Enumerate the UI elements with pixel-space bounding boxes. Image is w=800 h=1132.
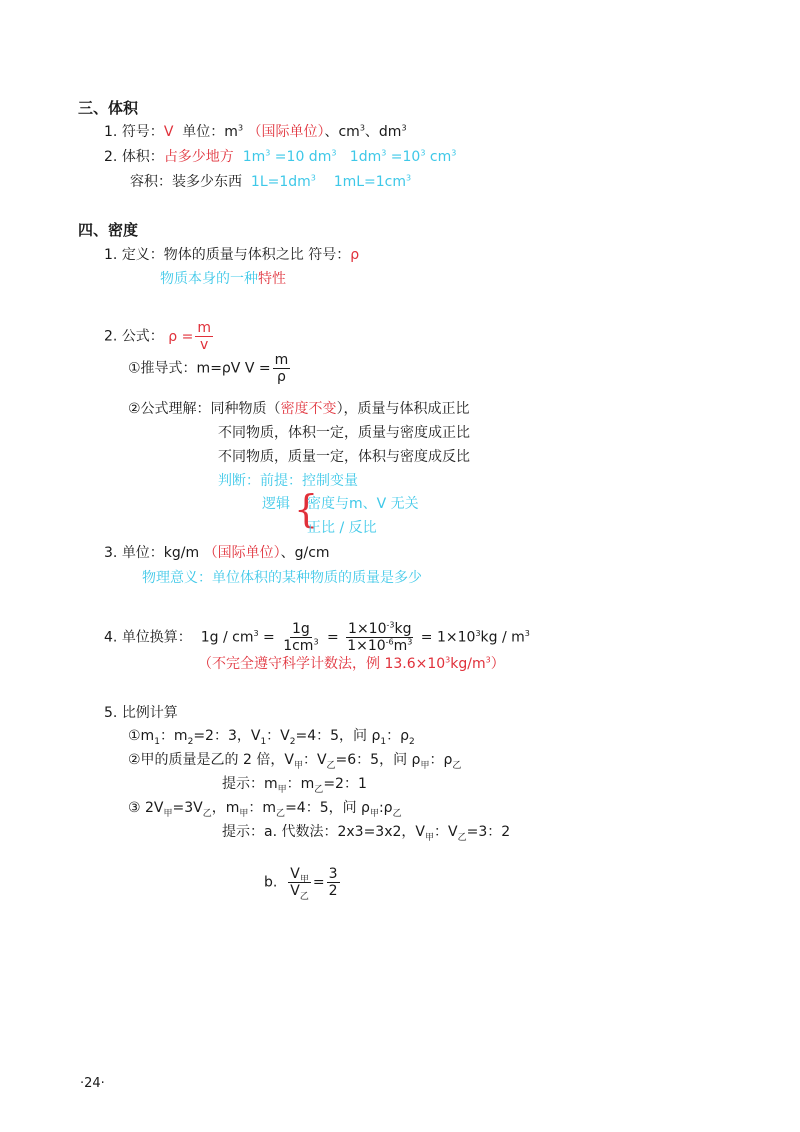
physical-meaning-line: 物理意义：单位体积的某种物质的质量是多少 (142, 570, 422, 586)
ratio-hint-3: b. $\frac{V_甲}{V_乙}$ = $\frac{3}{2}$ (264, 866, 338, 902)
intl-unit-note-density: （国际单位） (203, 545, 281, 561)
density-constant-note: 密度不变 (280, 401, 337, 417)
intl-unit-note: （国际单位） (247, 124, 325, 140)
conversion-dm3-cm3: $1dm^3 =10^3$ $cm^3$ (349, 148, 457, 165)
ratio-hint-1: 提示：$m_甲$：$m_乙=2$：1 (222, 776, 367, 795)
density-formula: ρ = $\frac{m}{v}$ (168, 320, 211, 353)
density-unit-line: 3. 单位：kg/m （国际单位）、g/cm (104, 545, 330, 561)
volume-symbol-line: 1. 符号：V 单位：$m^3$ （国际单位）、$cm^3$、$dm^3$ (104, 123, 407, 140)
ratio-hint-2: 提示：a. 代数法：2x3=3x2，$V_甲$：$V_乙=3$：2 (222, 824, 511, 843)
symbol-label: 符号： (121, 124, 164, 140)
logic-label: 逻辑 (262, 496, 290, 512)
ratio-result-fraction: $\frac{3}{2}$ (328, 866, 338, 899)
understanding-line-3: 不同物质，质量一定，体积与密度成反比 (218, 449, 470, 465)
logic-brace: { (294, 487, 319, 531)
volume-definition-line: 2. 体积：占多少地方 $1m^3 =10$ $dm^3$ $1dm^3 =10^3$ $cm^3$ (104, 148, 457, 165)
ratio-question-2: ②甲的质量是乙的 2 倍，$V_甲$：$V_乙=6$：5，问 $\rho_甲$：$\rho_乙$ (128, 752, 462, 771)
volume-symbol: V (163, 124, 174, 140)
density-formula-line: 2. 公式： ρ = $\frac{m}{v}$ (104, 320, 215, 353)
unit-label: 单位：m (182, 124, 238, 140)
conversion-m3-dm3: $1m^3 =10$ $dm^3$ (242, 148, 337, 165)
item-number: 1. (104, 124, 118, 140)
logic-item-1: 密度与m、V 无关 (307, 496, 419, 512)
logic-item-2: 正比 / 反比 (307, 520, 377, 536)
section-heading-density: 四、密度 (78, 221, 139, 239)
volume-fraction: $\frac{m}{\rho}$ (274, 352, 289, 385)
judge-line: 判断：前提：控制变量 (218, 473, 358, 489)
ratio-question-1: $①m_1$：$m_2=2$：3，$V_1$：$V_2=4$：5，问 $\rho_1$：$\rho_2$ (128, 728, 415, 747)
density-definition-line: 1. 定义：物体的质量与体积之比 符号：ρ (104, 247, 360, 263)
density-symbol: ρ (350, 247, 360, 263)
fraction-kg-m3: $\frac{1\times 10^{-3}kg}{1\times 10^{-6}m^3}$ (347, 620, 413, 654)
fraction-g-cm3: $\frac{1g}{1cm^3}$ (283, 621, 319, 654)
ratio-calc-heading: 5. 比例计算 (104, 705, 178, 721)
ratio-question-3: ③ $2V_甲=3V_乙$，$m_甲$：$m_乙=4$：5，问 $\rho_甲:\rho_乙$ (128, 800, 402, 819)
formula-understanding-line: ②公式理解：同种物质（密度不变），质量与体积成正比 (128, 401, 470, 417)
derived-formula-line: ①推导式：m=ρV V = $\frac{m}{\rho}$ (128, 352, 289, 385)
unit-conversion-line: 4. 单位换算： $1g / cm^3$ = $\frac{1g}{1cm^3}$ = $\frac{1\times 10^{-3}kg}{1\times 10^{-6}m^3}$ = $1\times 10^3kg / m^3$ (104, 620, 530, 654)
scientific-notation-note: （不完全遵守科学计数法，例 $13.6\times 10^3kg/m^3$） (198, 655, 505, 672)
volume-ratio-fraction: $\frac{V_甲}{V_乙}$ (290, 866, 309, 902)
capacity-line: 容积：装多少东西 $1L=1dm^3$ $1mL=1cm^3$ (130, 173, 412, 190)
understanding-line-2: 不同物质，体积一定，质量与密度成正比 (218, 425, 470, 441)
section-heading-volume: 三、体积 (78, 99, 139, 117)
conversion-ml-cm3: $1mL=1cm^3$ (333, 173, 412, 190)
conversion-l-dm3: $1L=1dm^3$ (250, 173, 316, 190)
page-number: ·24· (80, 1076, 105, 1091)
volume-definition: 占多少地方 (163, 149, 234, 165)
density-property-note: 物质本身的一种特性 (160, 271, 286, 287)
